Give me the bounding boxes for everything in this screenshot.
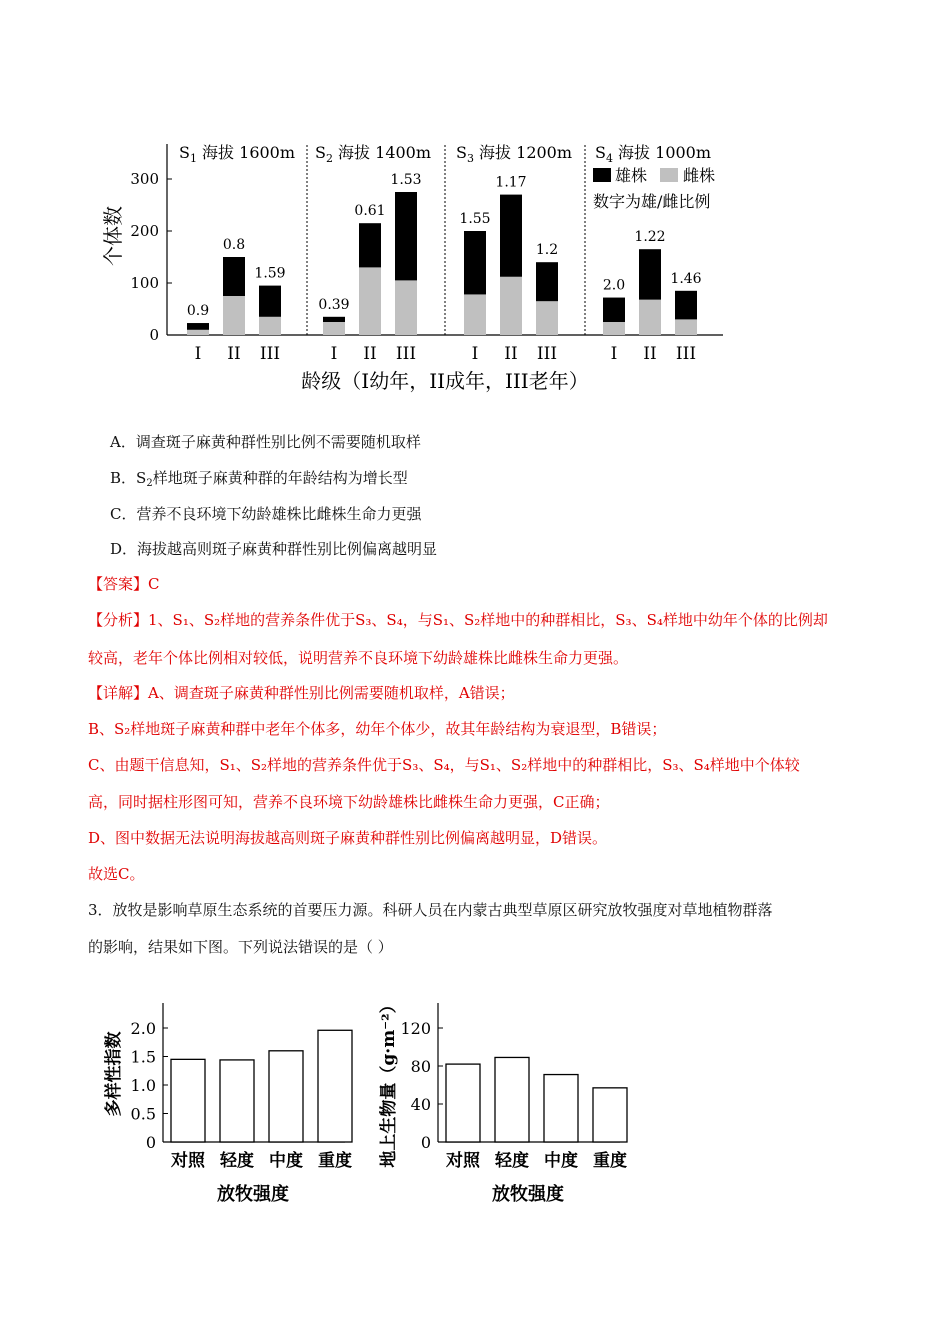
x-tick-label: 对照 xyxy=(171,1151,205,1171)
y-tick-label: 120 xyxy=(400,1019,431,1038)
group-title: $S_1$ 海拔 1600m xyxy=(179,143,296,165)
ratio-label: 1.17 xyxy=(495,174,527,191)
x-tick-label: I xyxy=(194,344,202,364)
bar-female xyxy=(675,319,697,335)
x-axis-label: 放牧强度 xyxy=(492,1184,564,1205)
bar-female xyxy=(187,330,209,335)
option-d: D．海拔越高则斑子麻黄种群性别比例偏离越明显 xyxy=(110,540,438,558)
ratio-label: 0.39 xyxy=(318,296,350,313)
y-tick-label: 100 xyxy=(130,274,159,292)
bar xyxy=(544,1075,578,1142)
bar-male xyxy=(536,262,558,301)
question-3-line-1: 3．放牧是影响草原生态系统的首要压力源。科研人员在内蒙古典型草原区研究放牧强度对草地植物群落 xyxy=(88,901,773,919)
x-tick-label: 重度 xyxy=(593,1151,627,1171)
bar-female xyxy=(259,317,281,335)
diversity-index-chart xyxy=(95,990,360,1220)
bar xyxy=(446,1064,480,1142)
group-title: $S_4$ 海拔 1000m xyxy=(595,143,712,165)
bar-female xyxy=(464,294,486,335)
y-axis-label: 多样性指数 xyxy=(104,1031,124,1117)
bar-male xyxy=(603,298,625,322)
x-tick-label: III xyxy=(675,344,697,364)
x-tick-label: 对照 xyxy=(446,1151,480,1171)
ratio-label: 0.61 xyxy=(354,203,386,220)
analysis-line-2: 较高，老年个体比例相对较低，说明营养不良环境下幼龄雄株比雌株生命力更强。 xyxy=(88,649,629,667)
bar-female xyxy=(603,322,625,335)
detail-line-2: B、S₂样地斑子麻黄种群中老年个体多，幼年个体少，故其年龄结构为衰退型，B错误； xyxy=(88,720,667,738)
bar-male xyxy=(500,195,522,277)
ratio-label: 1.2 xyxy=(535,242,559,259)
bar-male xyxy=(675,291,697,320)
ratio-label: 1.53 xyxy=(390,172,422,188)
option-a: A．调查斑子麻黄种群性别比例不需要随机取样 xyxy=(110,433,421,451)
x-tick-label: II xyxy=(504,344,518,364)
analysis-line-1: 【分析】1、S₁、S₂样地的营养条件优于S₃、S₄，与S₁、S₂样地中的种群相比，S₃、S₄样地中幼年个体的比例却 xyxy=(88,611,828,629)
ratio-label: 1.22 xyxy=(634,229,666,246)
x-tick-label: 轻度 xyxy=(220,1151,254,1171)
x-tick-label: 中度 xyxy=(269,1151,303,1171)
bar-female xyxy=(323,322,345,335)
x-tick-label: 中度 xyxy=(544,1151,578,1171)
ratio-label: 1.59 xyxy=(254,265,286,282)
x-tick-label: III xyxy=(259,344,281,364)
legend-note: 数字为雄/雌比例 xyxy=(593,192,711,211)
y-tick-label: 0 xyxy=(145,1133,156,1152)
bar-female xyxy=(223,296,245,335)
bar-male xyxy=(639,249,661,299)
bar xyxy=(495,1057,529,1142)
y-tick-label: 2.0 xyxy=(130,1019,156,1038)
y-tick-label: 200 xyxy=(130,222,159,240)
legend-female-label: 雌株 xyxy=(683,166,716,185)
bar-male xyxy=(395,192,417,280)
bar-male xyxy=(323,317,345,322)
x-tick-label: III xyxy=(536,344,558,364)
bar-male xyxy=(359,223,381,267)
bar-female xyxy=(395,280,417,335)
bar-female xyxy=(639,300,661,335)
group-title: $S_2$ 海拔 1400m xyxy=(315,143,432,165)
x-tick-label: III xyxy=(395,344,417,364)
option-b: B．$S_2$样地斑子麻黄种群的年龄结构为增长型 xyxy=(110,469,408,489)
bar-male xyxy=(187,323,209,330)
detail-line-5: D、图中数据无法说明海拔越高则斑子麻黄种群性别比例偏离越明显，D错误。 xyxy=(88,829,608,847)
detail-line-1: 【详解】A、调查斑子麻黄种群性别比例需要随机取样，A错误； xyxy=(88,684,515,702)
bar xyxy=(171,1059,205,1142)
bar xyxy=(220,1060,254,1142)
ratio-label: 2.0 xyxy=(602,277,626,294)
question-3-line-2: 的影响，结果如下图。下列说法错误的是（ ） xyxy=(88,938,393,956)
legend-male-label: 雄株 xyxy=(615,166,648,185)
y-axis-label: 地上生物量（g·m⁻²） xyxy=(379,996,399,1168)
x-tick-label: II xyxy=(643,344,657,364)
y-tick-label: 1.0 xyxy=(130,1076,156,1095)
x-axis-label: 放牧强度 xyxy=(217,1184,289,1205)
y-tick-label: 0 xyxy=(149,326,159,344)
y-tick-label: 40 xyxy=(410,1095,431,1114)
bar-male xyxy=(259,286,281,317)
x-tick-label: 重度 xyxy=(318,1151,352,1171)
y-tick-label: 0.5 xyxy=(130,1104,156,1124)
bar-male xyxy=(223,257,245,296)
bar-female xyxy=(536,301,558,335)
ratio-label: 1.46 xyxy=(670,270,702,287)
bar xyxy=(269,1051,303,1142)
detail-line-3: C、由题干信息知，S₁、S₂样地的营养条件优于S₃、S₄，与S₁、S₂样地中的种群相比，S₃、S₄样地中个体较 xyxy=(88,756,800,774)
x-tick-label: I xyxy=(610,344,618,364)
x-tick-label: 轻度 xyxy=(495,1151,529,1171)
aboveground-biomass-chart xyxy=(370,990,635,1220)
conclusion: 故选C。 xyxy=(88,865,145,883)
bar-female xyxy=(500,277,522,335)
bar xyxy=(318,1030,352,1142)
y-tick-label: 1.5 xyxy=(130,1047,156,1067)
ratio-label: 0.8 xyxy=(222,237,246,253)
option-c: C．营养不良环境下幼龄雄株比雌株生命力更强 xyxy=(110,505,422,523)
x-tick-label: II xyxy=(227,344,241,364)
y-tick-label: 80 xyxy=(410,1057,431,1076)
bar-female xyxy=(359,267,381,335)
y-axis-label: 个体数 xyxy=(101,206,125,266)
sex-ratio-age-chart xyxy=(95,130,745,400)
y-tick-label: 300 xyxy=(130,170,159,188)
ratio-label: 1.55 xyxy=(459,211,491,227)
legend-female-swatch xyxy=(660,168,678,182)
legend-male-swatch xyxy=(593,168,611,182)
ratio-label: 0.9 xyxy=(186,303,210,320)
x-axis-label: 龄级（I幼年，II成年，III老年） xyxy=(301,369,589,393)
x-tick-label: I xyxy=(330,344,338,364)
x-tick-label: I xyxy=(471,344,479,364)
bar xyxy=(593,1088,627,1142)
answer: 【答案】C xyxy=(88,575,160,593)
group-title: $S_3$ 海拔 1200m xyxy=(456,143,573,165)
y-tick-label: 0 xyxy=(420,1133,431,1152)
bar-male xyxy=(464,231,486,294)
x-tick-label: II xyxy=(363,344,377,364)
detail-line-4: 高，同时据柱形图可知，营养不良环境下幼龄雄株比雌株生命力更强，C正确； xyxy=(88,793,610,811)
